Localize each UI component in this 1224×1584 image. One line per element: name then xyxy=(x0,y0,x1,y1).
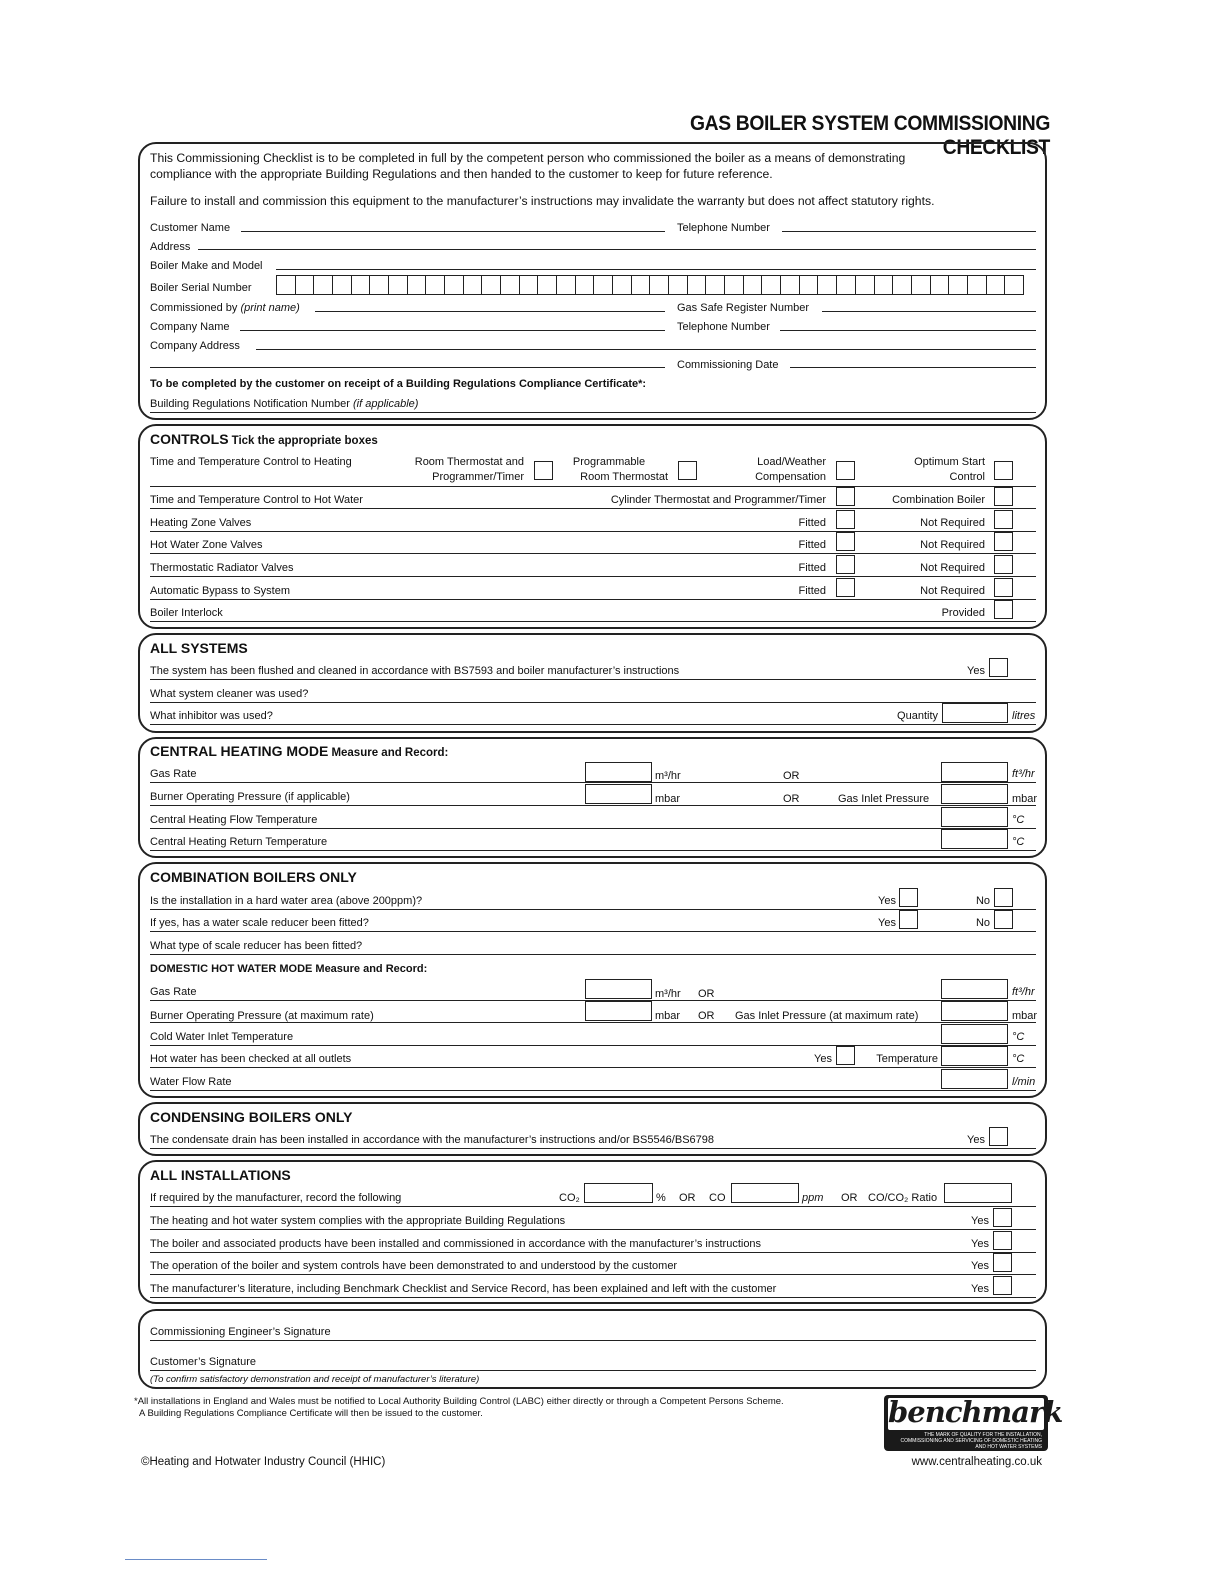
ch-gas-rate-ft3-field[interactable] xyxy=(941,762,1008,782)
intro-line-3: Failure to install and commission this equipment to the manufacturer’s instructions may invalidate the warranty but does not affect statutory rights. xyxy=(150,194,935,208)
row-rule xyxy=(150,1297,1036,1298)
flow-rate-field[interactable] xyxy=(941,1069,1008,1089)
row-rule xyxy=(150,1090,1036,1091)
controls-subtitle: Tick the appropriate boxes xyxy=(231,435,378,447)
cleaner-label: What system cleaner was used? xyxy=(150,688,309,700)
customer-signature-field[interactable] xyxy=(150,1370,1036,1371)
condensing-heading: CONDENSING BOILERS ONLY xyxy=(150,1109,353,1125)
commissioned-by-text: Commissioned by xyxy=(150,302,238,314)
row-rule xyxy=(150,621,1036,622)
central-heating-title: CENTRAL HEATING MODE xyxy=(150,743,329,759)
company-telephone-field[interactable] xyxy=(780,330,1036,331)
bypass-not-required-checkbox[interactable] xyxy=(994,578,1013,597)
controls-title: CONTROLS xyxy=(150,431,229,447)
all-systems-heading: ALL SYSTEMS xyxy=(150,640,248,656)
row-rule xyxy=(150,805,1036,806)
hard-water-yes-label: Yes xyxy=(878,895,896,907)
co2-or: OR xyxy=(679,1192,696,1204)
flow-rate-unit: l/min xyxy=(1012,1076,1036,1088)
outlets-label: Hot water has been checked at all outlets xyxy=(150,1053,352,1065)
trv-fitted-checkbox[interactable] xyxy=(836,555,855,574)
commissioning-date-field[interactable] xyxy=(790,367,1036,368)
hot-water-zone-not-required-label: Not Required xyxy=(920,539,985,551)
row-rule xyxy=(150,1148,1036,1149)
dhw-burner-pressure-field[interactable] xyxy=(585,1001,652,1021)
cleaner-field[interactable] xyxy=(150,702,1036,703)
ch-gas-rate-m3-field[interactable] xyxy=(585,762,652,782)
co-field[interactable] xyxy=(731,1183,799,1203)
gas-safe-field[interactable] xyxy=(822,311,1036,312)
hard-water-no-checkbox[interactable] xyxy=(994,888,1013,907)
boiler-make-label: Boiler Make and Model xyxy=(150,260,263,272)
hard-water-no-label: No xyxy=(975,895,990,907)
benchmark-wordmark: benchmark xyxy=(888,1395,1063,1429)
hard-water-yes-checkbox[interactable] xyxy=(899,888,918,907)
flow-rate-label: Water Flow Rate xyxy=(150,1076,232,1088)
heating-zone-fitted-checkbox[interactable] xyxy=(836,510,855,529)
address-label: Address xyxy=(150,241,191,253)
row-rule xyxy=(150,1045,1036,1046)
ch-return-temp-field[interactable] xyxy=(941,829,1008,849)
if-applicable-note: (if applicable) xyxy=(353,398,419,410)
serial-number-field[interactable] xyxy=(276,275,1024,295)
row-rule xyxy=(150,782,1036,783)
scale-reducer-label: If yes, has a water scale reducer been fitted? xyxy=(150,917,369,929)
commissioning-date-label: Commissioning Date xyxy=(677,359,779,371)
hot-water-zone-label: Hot Water Zone Valves xyxy=(150,539,263,551)
customer-signature-label: Customer’s Signature xyxy=(150,1356,256,1368)
demonstrated-label: The operation of the boiler and system controls have been demonstrated to and understood by the customer xyxy=(150,1260,678,1272)
trv-label: Thermostatic Radiator Valves xyxy=(150,562,294,574)
ch-pressure-or: OR xyxy=(783,793,800,805)
telephone-field[interactable] xyxy=(782,231,1036,232)
company-name-label: Company Name xyxy=(150,321,230,333)
co2-percent-unit: % xyxy=(656,1192,666,1204)
scale-reducer-no-label: No xyxy=(975,917,990,929)
row-rule xyxy=(150,508,1036,509)
commissioned-by-label xyxy=(150,302,300,314)
hot-water-zone-fitted-label: Fitted xyxy=(798,539,826,551)
notification-number-label xyxy=(150,398,418,410)
cold-inlet-degc-unit: °C xyxy=(1012,1031,1025,1043)
row-rule xyxy=(150,828,1036,829)
address-field[interactable] xyxy=(198,249,1036,250)
optimum-label-1: Optimum Start xyxy=(914,456,985,468)
company-name-field[interactable] xyxy=(240,330,665,331)
copyright: ©Heating and Hotwater Industry Council (HHIC) xyxy=(141,1456,386,1468)
quantity-field[interactable] xyxy=(942,703,1008,723)
dhw-burner-pressure-label: Burner Operating Pressure (at maximum rate) xyxy=(150,1010,374,1022)
bypass-fitted-label: Fitted xyxy=(798,585,826,597)
row-rule xyxy=(150,553,1036,554)
programmable-label-1: Programmable xyxy=(572,456,646,468)
ch-burner-pressure-field[interactable] xyxy=(585,784,652,804)
row-rule xyxy=(150,599,1036,600)
commissioned-by-field[interactable] xyxy=(315,311,665,312)
combination-boiler-label: Combination Boiler xyxy=(892,494,985,506)
optimum-label-2: Control xyxy=(949,471,985,483)
dhw-gas-inlet-label: Gas Inlet Pressure (at maximum rate) xyxy=(735,1010,919,1022)
bypass-label: Automatic Bypass to System xyxy=(150,585,290,597)
intro-line-1: This Commissioning Checklist is to be completed in full by the competent person who commissioned the boiler as a means of demonstrating xyxy=(150,151,906,165)
central-heating-subtitle: Measure and Record: xyxy=(331,747,449,759)
boiler-make-field[interactable] xyxy=(276,269,1036,270)
co-ppm-unit: ppm xyxy=(802,1192,824,1204)
bottom-rule xyxy=(125,1559,267,1560)
notification-number-field[interactable] xyxy=(150,412,1036,413)
central-heating-heading xyxy=(150,743,448,759)
dhw-gas-rate-or: OR xyxy=(698,988,715,1000)
telephone-label: Telephone Number xyxy=(677,222,770,234)
hot-water-zone-not-required-checkbox[interactable] xyxy=(994,532,1013,551)
combination-heading: COMBINATION BOILERS ONLY xyxy=(150,869,357,885)
heating-zone-label: Heating Zone Valves xyxy=(150,517,252,529)
scale-reducer-no-checkbox[interactable] xyxy=(994,910,1013,929)
dhw-gas-rate-m3-field[interactable] xyxy=(585,979,652,999)
ch-ft3hr-unit: ft³/hr xyxy=(1012,768,1035,780)
literature-yes-label: Yes xyxy=(971,1283,989,1295)
heating-zone-not-required-label: Not Required xyxy=(920,517,985,529)
co2-label: CO₂ xyxy=(559,1192,580,1204)
ratio-label: CO/CO₂ Ratio xyxy=(868,1192,938,1204)
notification-number-text: Building Regulations Notification Number xyxy=(150,398,350,410)
row-rule xyxy=(150,931,1036,932)
hot-water-control-label: Time and Temperature Control to Hot Water xyxy=(150,494,363,506)
regs-label: The heating and hot water system complies with the appropriate Building Regulations xyxy=(150,1215,566,1227)
demonstrated-yes-label: Yes xyxy=(971,1260,989,1272)
hot-water-zone-fitted-checkbox[interactable] xyxy=(836,532,855,551)
co2-field[interactable] xyxy=(584,1183,653,1203)
signature-note: (To confirm satisfactory demonstration and receipt of manufacturer’s literature) xyxy=(150,1374,480,1385)
heating-zone-fitted-label: Fitted xyxy=(798,517,826,529)
litres-unit: litres xyxy=(1012,710,1036,722)
cylinder-thermostat-label: Cylinder Thermostat and Programmer/Timer xyxy=(610,494,826,506)
heating-zone-not-required-checkbox[interactable] xyxy=(994,510,1013,529)
page-title: GAS BOILER SYSTEM COMMISSIONING CHECKLIST xyxy=(690,112,1050,159)
dhw-pressure-or: OR xyxy=(698,1010,715,1022)
hard-water-label: Is the installation in a hard water area (above 200ppm)? xyxy=(150,895,423,907)
ch-m3hr-unit: m³/hr xyxy=(655,770,681,782)
interlock-provided-label: Provided xyxy=(941,607,985,619)
scale-reducer-yes-label: Yes xyxy=(878,917,896,929)
benchmark-tagline: THE MARK OF QUALITY FOR THE INSTALLATION, COMMISSIONING AND SERVICING OF DOMESTIC HEATING AND HOT WATER SYSTEMS xyxy=(900,1432,1042,1450)
row-rule xyxy=(150,1274,1036,1275)
dhw-inlet-mbar-unit: mbar xyxy=(1012,1010,1038,1022)
installed-label: The boiler and associated products have been installed and commissioned in accordance with the manufacturer’s instructions xyxy=(150,1238,762,1250)
load-weather-label-1: Load/Weather xyxy=(757,456,826,468)
quantity-label: Quantity xyxy=(897,710,938,722)
condensate-yes-label: Yes xyxy=(967,1134,985,1146)
co-or: OR xyxy=(841,1192,858,1204)
regs-yes-checkbox[interactable] xyxy=(993,1208,1012,1227)
flushed-yes-checkbox[interactable] xyxy=(989,658,1008,677)
trv-not-required-label: Not Required xyxy=(920,562,985,574)
ch-inlet-mbar-unit: mbar xyxy=(1012,793,1038,805)
dhw-ft3hr-unit: ft³/hr xyxy=(1012,986,1035,998)
ch-return-degc-unit: °C xyxy=(1012,836,1025,848)
company-address-field-2[interactable] xyxy=(150,367,665,368)
row-rule xyxy=(150,1022,1036,1023)
row-rule xyxy=(150,1206,1036,1207)
all-installations-heading: ALL INSTALLATIONS xyxy=(150,1167,291,1183)
outlets-yes-label: Yes xyxy=(814,1053,832,1065)
record-label: If required by the manufacturer, record the following xyxy=(150,1192,402,1204)
bypass-not-required-label: Not Required xyxy=(920,585,985,597)
ch-flow-degc-unit: °C xyxy=(1012,814,1025,826)
row-rule xyxy=(150,679,1036,680)
ch-gas-rate-label: Gas Rate xyxy=(150,768,197,780)
row-rule xyxy=(150,531,1036,532)
ch-return-temp-label: Central Heating Return Temperature xyxy=(150,836,328,848)
co-label: CO xyxy=(709,1192,726,1204)
dhw-mbar-unit: mbar xyxy=(655,1010,681,1022)
ch-gas-inlet-label: Gas Inlet Pressure xyxy=(838,793,930,805)
benchmark-logo-panel xyxy=(888,1395,1063,1430)
regs-yes-label: Yes xyxy=(971,1215,989,1227)
cold-inlet-label: Cold Water Inlet Temperature xyxy=(150,1031,294,1043)
customer-name-field[interactable] xyxy=(241,231,665,232)
ch-flow-temp-field[interactable] xyxy=(941,807,1008,827)
cylinder-thermostat-checkbox[interactable] xyxy=(836,487,855,506)
row-rule xyxy=(150,486,1036,487)
ch-flow-temp-label: Central Heating Flow Temperature xyxy=(150,814,318,826)
scale-type-label: What type of scale reducer has been fitted? xyxy=(150,940,363,952)
installed-yes-label: Yes xyxy=(971,1238,989,1250)
dhw-gas-inlet-field[interactable] xyxy=(941,1001,1008,1021)
row-rule xyxy=(150,1229,1036,1230)
programmable-label-2: Room Thermostat xyxy=(580,471,668,483)
row-rule xyxy=(150,1252,1036,1253)
literature-yes-checkbox[interactable] xyxy=(993,1276,1012,1295)
bypass-fitted-checkbox[interactable] xyxy=(836,578,855,597)
ratio-field[interactable] xyxy=(944,1183,1012,1203)
room-thermostat-label-1: Room Thermostat and xyxy=(414,456,524,468)
customer-note: To be completed by the customer on receipt of a Building Regulations Compliance Certificate*: xyxy=(150,378,647,390)
flushed-label: The system has been flushed and cleaned in accordance with BS7593 and boiler manufacturer’s instructions xyxy=(150,665,680,677)
inhibitor-label: What inhibitor was used? xyxy=(150,710,273,722)
row-rule xyxy=(150,1067,1036,1068)
ch-gas-inlet-field[interactable] xyxy=(941,784,1008,804)
literature-label: The manufacturer’s literature, including Benchmark Checklist and Service Record, has been explained and left with the customer xyxy=(150,1283,777,1295)
dhw-gas-rate-label: Gas Rate xyxy=(150,986,197,998)
optimum-checkbox[interactable] xyxy=(994,461,1013,480)
engineer-signature-label: Commissioning Engineer’s Signature xyxy=(150,1326,331,1338)
trv-not-required-checkbox[interactable] xyxy=(994,555,1013,574)
interlock-provided-checkbox[interactable] xyxy=(994,600,1013,619)
dhw-heading: DOMESTIC HOT WATER MODE Measure and Record: xyxy=(150,963,428,975)
company-address-label: Company Address xyxy=(150,340,240,352)
inhibitor-field[interactable] xyxy=(150,724,1036,725)
footer-note-2: A Building Regulations Compliance Certificate will then be issued to the customer. xyxy=(139,1408,483,1419)
serial-label: Boiler Serial Number xyxy=(150,282,252,294)
load-weather-label-2: Compensation xyxy=(755,471,826,483)
gas-safe-label: Gas Safe Register Number xyxy=(677,302,810,314)
condensate-drain-label: The condensate drain has been installed in accordance with the manufacturer’s instructions and/or BS5546/BS6798 xyxy=(150,1134,715,1146)
ch-burner-pressure-label: Burner Operating Pressure (if applicable) xyxy=(150,791,350,803)
row-rule xyxy=(150,850,1036,851)
print-name-note: (print name) xyxy=(240,302,300,314)
controls-heading xyxy=(150,431,378,447)
outlet-temperature-field[interactable] xyxy=(941,1046,1008,1066)
trv-fitted-label: Fitted xyxy=(798,562,826,574)
interlock-label: Boiler Interlock xyxy=(150,607,223,619)
installed-yes-checkbox[interactable] xyxy=(993,1231,1012,1250)
customer-name-label: Customer Name xyxy=(150,222,231,234)
benchmark-logo xyxy=(884,1395,1063,1451)
engineer-signature-field[interactable] xyxy=(150,1340,1036,1341)
heating-control-label: Time and Temperature Control to Heating xyxy=(150,456,352,468)
flushed-yes-label: Yes xyxy=(967,665,985,677)
footer-note-1: *All installations in England and Wales must be notified to Local Authority Building Control (LABC) either directly or through a Competent Persons Scheme. xyxy=(134,1396,784,1407)
demonstrated-yes-checkbox[interactable] xyxy=(993,1253,1012,1272)
load-weather-checkbox[interactable] xyxy=(836,461,855,480)
temperature-label: Temperature xyxy=(876,1053,938,1065)
scale-type-field[interactable] xyxy=(150,954,1036,955)
cold-inlet-field[interactable] xyxy=(941,1024,1008,1044)
combination-boiler-checkbox[interactable] xyxy=(994,487,1013,506)
row-rule xyxy=(150,576,1036,577)
room-thermostat-label-2: Programmer/Timer xyxy=(432,471,524,483)
programmable-checkbox[interactable] xyxy=(678,461,697,480)
ch-gas-rate-or: OR xyxy=(783,770,800,782)
condensate-yes-checkbox[interactable] xyxy=(989,1127,1008,1146)
intro-line-2: compliance with the appropriate Building Regulations and then handed to the customer to keep for future reference. xyxy=(150,167,773,181)
dhw-gas-rate-ft3-field[interactable] xyxy=(941,979,1008,999)
scale-reducer-yes-checkbox[interactable] xyxy=(899,910,918,929)
company-address-field[interactable] xyxy=(256,349,1036,350)
outlets-yes-checkbox[interactable] xyxy=(836,1046,855,1065)
dhw-m3hr-unit: m³/hr xyxy=(655,988,681,1000)
outlet-degc-unit: °C xyxy=(1012,1053,1025,1065)
company-telephone-label: Telephone Number xyxy=(677,321,770,333)
ch-mbar-unit: mbar xyxy=(655,793,681,805)
website-link[interactable]: www.centralheating.co.uk xyxy=(911,1456,1042,1468)
